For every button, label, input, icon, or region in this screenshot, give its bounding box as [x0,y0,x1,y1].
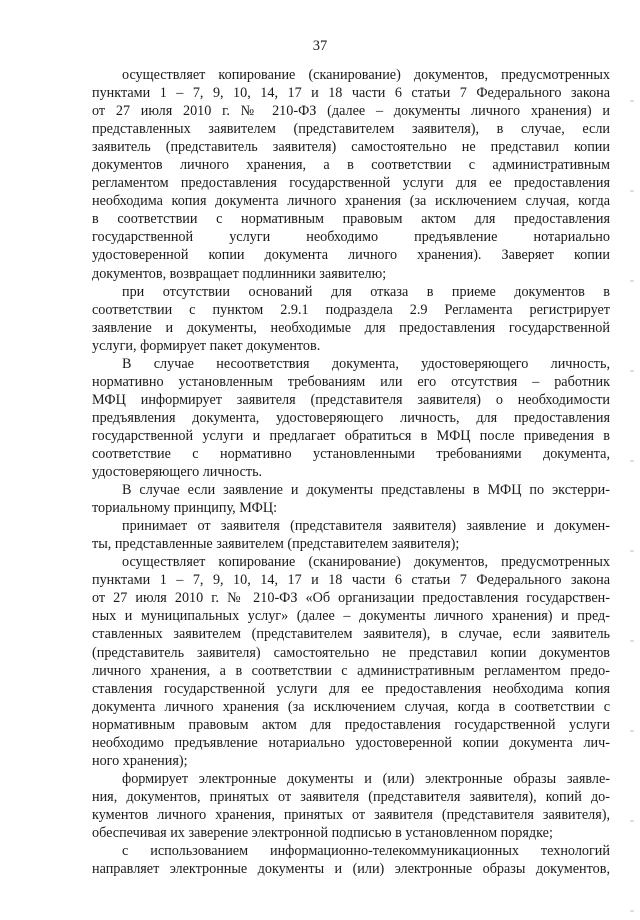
text-line: нормативным правовым актом для предоставления государственной услуги [92,716,610,733]
text-line: услуги, формирует пакет документов. [92,337,321,354]
text-line: (представитель заявителя) самостоятельно не представил копии документов [92,644,610,661]
text-line: государственной услуги необходимо предъявление нотариально [92,229,610,246]
text-line: осуществляет копирование (сканирование) документов, предусмотренных [122,554,610,571]
text-line: ния, документов, принятых от заявителя (представителя заявителя), копий до- [92,788,610,805]
text-line: кументов личного хранения, принятых от заявителя (представителя заявителя), [92,806,610,823]
text-line: соответствие с нормативно установленными требованиями документа, [92,445,610,462]
text-line: ставленных заявителем (представителем заявителя), в случае, если заявитель [92,626,610,643]
text-line: документов личного хранения, а в соответствии с административным [92,157,610,174]
text-line: ты, представленные заявителем (представителем заявителя); [92,536,460,553]
text-line: формирует электронные документы и (или) электронные образы заявле- [122,770,610,787]
text-line: при отсутствии оснований для отказа в приеме документов в [122,283,610,300]
page-number: 37 [312,38,328,54]
text-line: ных и муниципальных услуг» (далее – документы личного хранения) и пред- [92,608,610,625]
paragraph [92,770,610,842]
text-line: необходимо предъявление нотариально удостоверенной копии документа лич- [92,734,610,751]
text-line: ставления государственной услуги для ее предоставления необходима копия [92,680,610,697]
text-line: удостоверенной копии документа личного хранения). Заверяет копии [92,247,610,264]
text-line: от 27 июля 2010 г. № 210-ФЗ «Об организации предоставления государствен- [92,590,610,607]
text-line: от 27 июля 2010 г. № 210-ФЗ (далее – документы личного хранения) и [92,103,610,120]
text-line: документа личного хранения (за исключением случая, когда в соответствии с [92,698,610,715]
paragraph [92,842,610,878]
text-line: удостоверяющего личность. [92,464,263,481]
paragraph [92,66,610,283]
text-line: В случае если заявление и документы представлены в МФЦ по экстерри- [122,482,610,499]
text-line: предъявления документа, удостоверяющего личность, для предоставления [92,409,610,426]
text-line: документов, возвращает подлинники заявителю; [92,265,387,282]
paragraph [92,283,610,355]
text-line: МФЦ информирует заявителя (представителя заявителя) о необходимости [92,391,610,408]
text-line: В случае несоответствия документа, удостоверяющего личность, [122,355,610,372]
paragraph [92,481,610,517]
text-line: обеспечивая их заверение электронной подписью в установленном порядке; [92,824,553,841]
text-line: пунктами 1 – 7, 9, 10, 14, 17 и 18 части 6 статьи 7 Федерального закона [92,85,610,102]
text-line: необходима копия документа личного хранения (за исключением случая, когда [92,193,610,210]
paragraph [92,517,610,553]
text-line: заявление и документы, необходимые для предоставления государственной [92,319,610,336]
text-line: пунктами 1 – 7, 9, 10, 14, 17 и 18 части 6 статьи 7 Федерального закона [92,572,610,589]
document-body [92,66,610,878]
text-line: направляет электронные документы и (или) электронные образы документов, [92,861,610,878]
paragraph [92,553,610,770]
text-line: в соответствии с нормативным правовым актом для предоставления [92,211,610,228]
text-line: ного хранения); [92,752,188,769]
text-line: осуществляет копирование (сканирование) документов, предусмотренных [122,67,610,83]
text-line: заявитель (представитель заявителя) самостоятельно не представил копии [92,139,610,156]
text-line: личного хранения, а в соответствии с административным регламентом предо- [92,662,610,679]
paragraph [92,355,610,481]
text-line: представленных заявителем (представителем заявителя), в случае, если [92,121,610,138]
text-line: регламентом предоставления государственной услуги для ее предоставления [92,175,610,192]
text-line: ториальному принципу, МФЦ: [92,500,278,517]
text-line: нормативно установленным требованиям или его отсутствия – работник [92,373,610,390]
text-line: государственной услуги и предлагает обратиться в МФЦ после приведения в [92,427,610,444]
text-line: принимает от заявителя (представителя заявителя) заявление и докумен- [122,518,610,535]
scan-margin-marks [630,60,634,920]
text-line: соответствии с пунктом 2.9.1 подраздела 2.9 Регламента регистрирует [92,301,610,318]
text-line: с использованием информационно-телекоммуникационных технологий [122,843,610,860]
